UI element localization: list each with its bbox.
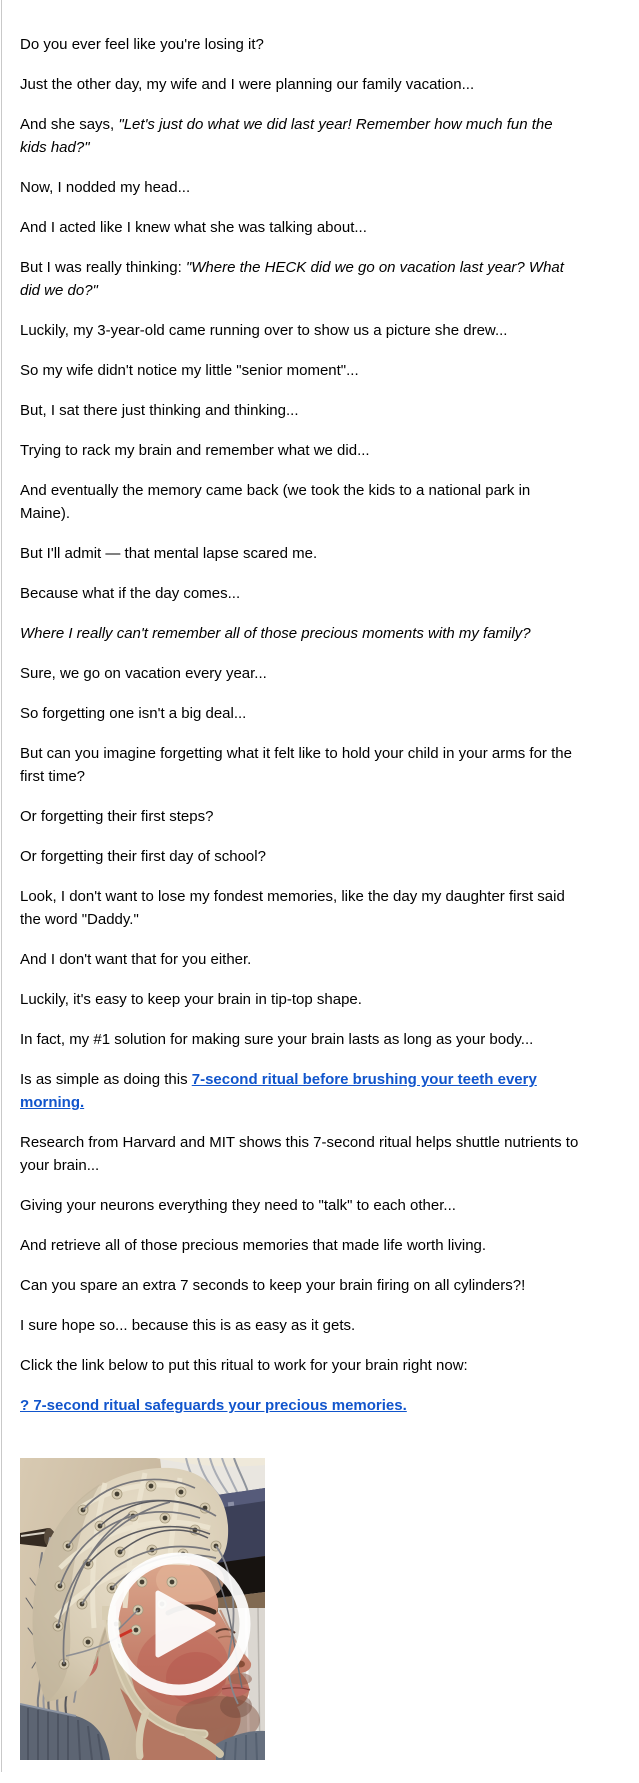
- text-run: Or forgetting their first steps?: [20, 808, 214, 825]
- text-run: And retrieve all of those precious memories that made life worth living.: [20, 1237, 487, 1254]
- text-run: Now, I nodded my head...: [20, 179, 191, 196]
- paragraph: [20, 622, 581, 645]
- text-run: "Where the HECK did we go on vacation last year? What did we do?": [20, 259, 564, 299]
- text-run: Sure, we go on vacation every year...: [20, 665, 267, 682]
- text-run: And I don't want that for you either.: [20, 951, 252, 968]
- page-left-border: [1, 0, 2, 1772]
- text-run: Click the link below to put this ritual to work for your brain right now:: [20, 1357, 468, 1374]
- paragraph: [20, 73, 581, 96]
- text-run: Can you spare an extra 7 seconds to keep your brain firing on all cylinders?!: [20, 1277, 526, 1294]
- paragraph: [20, 988, 581, 1011]
- text-run: But can you imagine forgetting what it felt like to hold your child in your arms for the first time?: [20, 745, 572, 785]
- text-run: So forgetting one isn't a big deal...: [20, 705, 247, 722]
- paragraph: [20, 176, 581, 199]
- text-run: Luckily, it's easy to keep your brain in tip-top shape.: [20, 991, 362, 1008]
- paragraph: [20, 1028, 581, 1051]
- paragraph: [20, 256, 581, 302]
- video-thumbnail[interactable]: [20, 1458, 265, 1760]
- paragraph: [20, 1234, 581, 1257]
- text-run: And she says,: [20, 116, 119, 133]
- paragraph: [20, 1314, 581, 1337]
- cta-link[interactable]: ? 7-second ritual safeguards your precious memories.: [20, 1397, 407, 1414]
- text-run: So my wife didn't notice my little "senior moment"...: [20, 362, 359, 379]
- text-run: Is as simple as doing this: [20, 1071, 192, 1088]
- paragraph: [20, 742, 581, 788]
- text-run: But I'll admit — that mental lapse scared me.: [20, 545, 318, 562]
- paragraph: [20, 582, 581, 605]
- text-run: Look, I don't want to lose my fondest memories, like the day my daughter first said the word "Daddy.": [20, 888, 565, 928]
- paragraph: [20, 113, 581, 159]
- text-run: "Let's just do what we did last year! Remember how much fun the kids had?": [20, 116, 553, 156]
- paragraph: [20, 479, 581, 525]
- text-run: Trying to rack my brain and remember what we did...: [20, 442, 370, 459]
- paragraph: [20, 33, 581, 56]
- text-run: Giving your neurons everything they need to "talk" to each other...: [20, 1197, 456, 1214]
- paragraph: [20, 702, 581, 725]
- paragraph: [20, 542, 581, 565]
- paragraph: [20, 885, 581, 931]
- paragraph: [20, 845, 581, 868]
- paragraph: [20, 805, 581, 828]
- paragraph: [20, 1194, 581, 1217]
- text-run: Just the other day, my wife and I were planning our family vacation...: [20, 76, 475, 93]
- paragraph: [20, 1274, 581, 1297]
- text-run: Because what if the day comes...: [20, 585, 241, 602]
- text-run: In fact, my #1 solution for making sure your brain lasts as long as your body...: [20, 1031, 534, 1048]
- text-run: And I acted like I knew what she was talking about...: [20, 219, 367, 236]
- text-run: But, I sat there just thinking and thinking...: [20, 402, 299, 419]
- text-run: And eventually the memory came back (we took the kids to a national park in Maine).: [20, 482, 531, 522]
- text-run: But I was really thinking:: [20, 259, 186, 276]
- paragraph: [20, 1131, 581, 1177]
- eeg-photo: [20, 1458, 265, 1760]
- paragraph: [20, 319, 581, 342]
- text-run: Where I really can't remember all of those precious moments with my family?: [20, 625, 531, 642]
- paragraph: [20, 1068, 581, 1114]
- text-run: Do you ever feel like you're losing it?: [20, 36, 264, 53]
- paragraph: [20, 439, 581, 462]
- text-run: Or forgetting their first day of school?: [20, 848, 266, 865]
- paragraph: [20, 1394, 581, 1417]
- paragraph: [20, 948, 581, 971]
- paragraph: [20, 216, 581, 239]
- text-run: Luckily, my 3-year-old came running over to show us a picture she drew...: [20, 322, 508, 339]
- text-run: I sure hope so... because this is as easy as it gets.: [20, 1317, 356, 1334]
- video-section: [0, 1458, 581, 1783]
- paragraph: [20, 399, 581, 422]
- cta-link[interactable]: 7-second ritual before brushing your teeth every morning.: [20, 1071, 537, 1111]
- text-run: Research from Harvard and MIT shows this 7-second ritual helps shuttle nutrients to your brain...: [20, 1134, 579, 1174]
- paragraph: [20, 359, 581, 382]
- paragraph: [20, 1354, 581, 1377]
- paragraph: [20, 662, 581, 685]
